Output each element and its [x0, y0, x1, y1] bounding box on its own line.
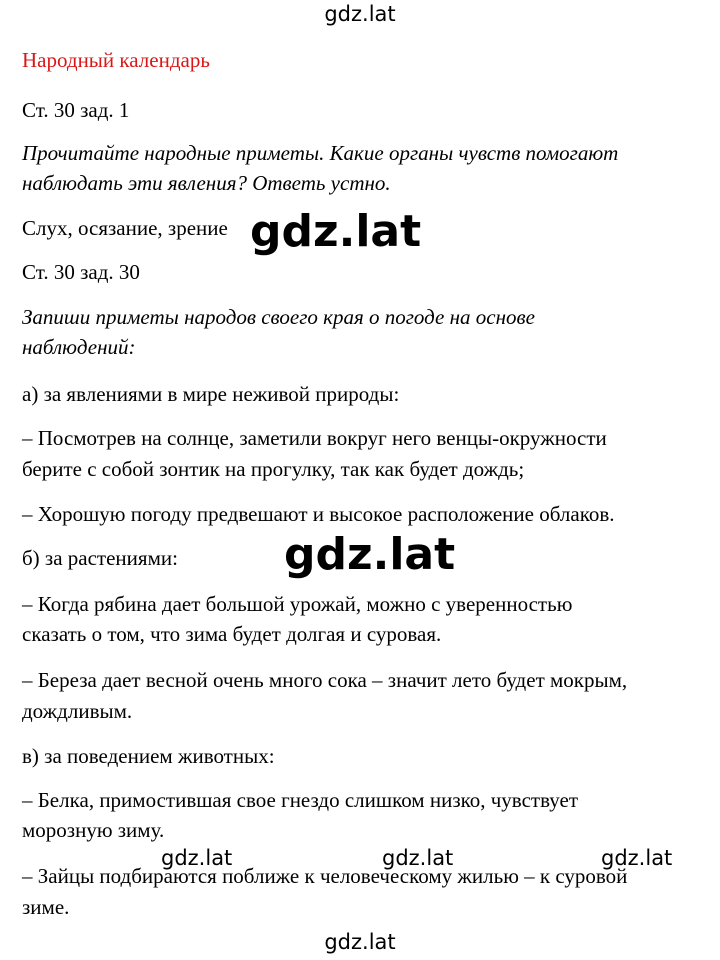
section-v-item2-line2: зиме. [22, 895, 70, 919]
section-a-item1-line2: берите с собой зонтик на прогулку, так как будет дождь; [22, 457, 525, 481]
watermark-small-1: gdz.lat [161, 846, 233, 870]
task2-reference: Ст. 30 зад. 30 [22, 260, 140, 284]
section-a-item1-line1: – Посмотрев на солнце, заметили вокруг него венцы-окружности [22, 426, 607, 450]
section-v-item1-line1: – Белка, примостившая свое гнездо слишком низко, чувствует [22, 788, 579, 812]
section-b-item1-line1: – Когда рябина дает большой урожай, можно с уверенностью [22, 592, 573, 616]
watermark-large-2: gdz.lat [284, 529, 456, 580]
task2-question-line1: Запиши приметы народов своего края о погоде на основе [22, 305, 535, 329]
task1-answer: Слух, осязание, зрение [22, 216, 228, 240]
section-a-heading: а) за явлениями в мире неживой природы: [22, 382, 400, 406]
section-b-item2-line2: дождливым. [22, 699, 133, 723]
watermark-bottom: gdz.lat [324, 930, 396, 954]
section-b-item2-line1: – Береза дает весной очень много сока – значит лето будет мокрым, [22, 668, 628, 692]
task1-reference: Ст. 30 зад. 1 [22, 98, 130, 122]
task1-question-line1: Прочитайте народные приметы. Какие органы чувств помогают [22, 141, 619, 165]
section-v-item2-line1: – Зайцы подбираются поближе к человеческому жилью – к суровой [22, 864, 628, 888]
section-v-item1-line2: морозную зиму. [22, 818, 165, 842]
task2-question-line2: наблюдений: [22, 335, 136, 359]
page-title: Народный календарь [22, 48, 210, 72]
section-v-heading: в) за поведением животных: [22, 744, 275, 768]
section-b-item1-line2: сказать о том, что зима будет долгая и суровая. [22, 622, 442, 646]
section-a-item2: – Хорошую погоду предвешают и высокое расположение облаков. [22, 502, 615, 526]
watermark-small-3: gdz.lat [601, 846, 673, 870]
section-b-heading: б) за растениями: [22, 546, 178, 570]
watermark-top: gdz.lat [324, 2, 396, 26]
task1-question-line2: наблюдать эти явления? Ответь устно. [22, 171, 391, 195]
watermark-small-2: gdz.lat [382, 846, 454, 870]
watermark-large-1: gdz.lat [250, 206, 422, 257]
